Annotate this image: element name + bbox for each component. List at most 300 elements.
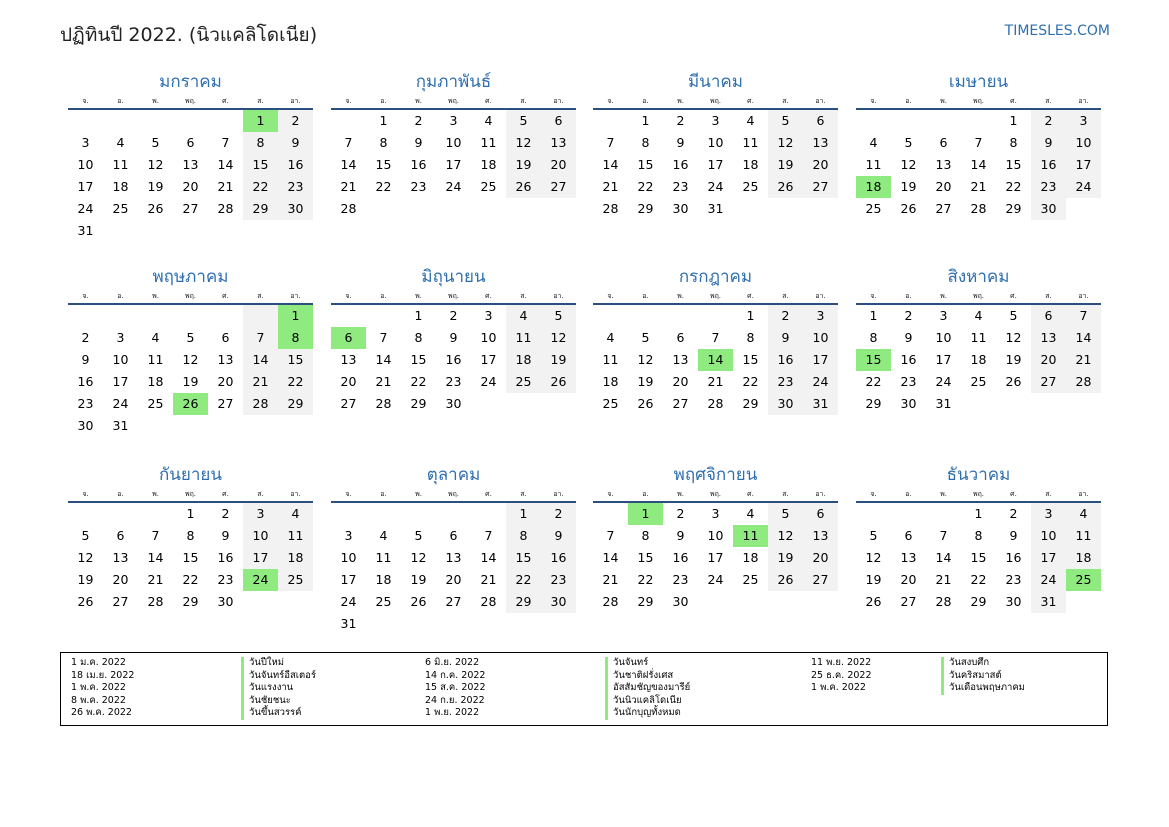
day-cell: 24 [803,371,838,393]
empty-cell [243,305,278,327]
weekday-label: พฤ. [184,97,197,105]
day-cell: 1 [641,113,650,128]
day-cell: 16 [278,154,313,176]
day-cell: 14 [340,157,357,172]
day-cell: 10 [480,330,497,345]
holiday-name: วันจันทร์อีสเตอร์ [241,670,316,683]
weekday-label: ส. [1045,292,1052,300]
day-cell: 24 [480,374,497,389]
day-cell: 11 [480,135,497,150]
holiday-name: วันนิวแคลิโดเนีย [605,695,690,708]
day-cell: 9 [221,528,230,543]
weekday-label: จ. [82,490,89,498]
empty-cell [366,305,401,327]
day-cell: 31 [935,396,952,411]
day-cell: 31 [803,393,838,415]
weekday-label: ส. [520,490,527,498]
day-cell: 17 [935,352,952,367]
holiday-name: วันแรงงาน [241,682,316,695]
month-block [68,70,313,242]
day-cell: 6 [331,327,366,349]
weekday-label: ศ. [222,292,229,300]
day-cell: 31 [340,616,357,631]
day-cell: 24 [707,572,724,587]
day-cell: 15 [410,352,427,367]
day-cell: 7 [379,330,388,345]
day-cell: 31 [77,223,94,238]
weekday-label: อ. [905,490,912,498]
weekday-label: จ. [82,292,89,300]
weekday-label: ศ. [747,292,754,300]
day-cell: 4 [974,308,983,323]
month-name: สิงหาคม [947,267,1010,287]
day-cell: 3 [449,113,458,128]
day-cell: 21 [480,572,497,587]
day-cell: 25 [375,594,392,609]
holiday-date: 1 พ.ค. 2022 [71,682,126,693]
day-cell: 18 [506,349,541,371]
empty-cell [173,110,208,132]
day-cell: 29 [1005,201,1022,216]
month-name: มิถุนายน [421,267,486,287]
empty-cell [891,503,926,525]
day-cell: 4 [151,330,160,345]
day-grid [331,110,576,220]
day-cell: 31 [707,201,724,216]
day-cell: 27 [182,201,199,216]
day-cell: 27 [672,396,689,411]
day-cell: 4 [379,528,388,543]
day-cell: 3 [81,135,90,150]
weekday-label: พ. [940,490,947,498]
day-cell: 18 [278,547,313,569]
empty-cell [103,503,138,525]
day-cell: 8 [869,330,878,345]
day-cell: 7 [606,135,615,150]
empty-cell [593,503,628,525]
day-cell: 24 [112,396,129,411]
holiday-date: 1 พ.ค. 2022 [811,682,866,693]
day-cell: 1 [278,305,313,327]
day-cell: 21 [935,572,952,587]
weekday-label: อา. [1078,97,1089,105]
empty-cell [138,110,173,132]
holiday-date: 11 พ.ย. 2022 [811,657,872,668]
weekday-label: อา. [290,490,301,498]
day-cell: 22 [970,572,987,587]
empty-cell [208,110,243,132]
month-name: กันยายน [158,465,222,485]
day-cell: 22 [182,572,199,587]
day-cell: 25 [1066,569,1101,591]
day-cell: 10 [340,550,357,565]
month-block [593,463,838,613]
day-cell: 23 [410,179,427,194]
day-cell: 27 [340,396,357,411]
empty-cell [593,305,628,327]
day-cell: 17 [707,157,724,172]
day-cell: 9 [81,352,90,367]
empty-cell [68,503,103,525]
day-cell: 9 [1009,528,1018,543]
day-cell: 6 [676,330,685,345]
weekday-label: อา. [815,292,826,300]
day-cell: 23 [768,371,803,393]
day-cell: 15 [375,157,392,172]
day-cell: 3 [939,308,948,323]
weekday-label: อา. [1078,292,1089,300]
weekday-label: พฤ. [972,97,985,105]
day-cell: 18 [1066,547,1101,569]
day-cell: 25 [278,569,313,591]
day-cell: 18 [480,157,497,172]
day-cell: 11 [147,352,164,367]
day-cell: 16 [1005,550,1022,565]
day-cell: 8 [414,330,423,345]
day-cell: 5 [641,330,650,345]
day-cell: 16 [1031,154,1066,176]
weekday-label: อ. [117,292,124,300]
empty-cell [401,503,436,525]
weekday-label: พฤ. [184,292,197,300]
day-cell: 1 [414,308,423,323]
day-cell: 8 [379,135,388,150]
day-cell: 3 [803,305,838,327]
day-cell: 30 [768,393,803,415]
day-cell: 25 [865,201,882,216]
empty-cell [926,110,961,132]
weekday-label: จ. [345,97,352,105]
day-cell: 2 [541,503,576,525]
day-cell: 26 [900,201,917,216]
day-cell: 28 [707,396,724,411]
day-cell: 9 [676,528,685,543]
holiday-col-2-names [605,657,690,720]
day-cell: 31 [112,418,129,433]
weekday-header [856,289,1101,305]
weekday-label: ศ. [222,97,229,105]
day-cell: 30 [900,396,917,411]
holiday-col-1-dates [71,657,134,720]
day-cell: 2 [81,330,90,345]
holiday-name: วันจันทร์ [605,657,690,670]
day-cell: 7 [1066,305,1101,327]
day-cell: 24 [243,569,278,591]
day-cell: 28 [243,393,278,415]
weekday-label: อ. [117,97,124,105]
day-cell: 10 [935,330,952,345]
weekday-label: ส. [257,292,264,300]
day-cell: 14 [1066,327,1101,349]
day-cell: 13 [672,352,689,367]
day-cell: 12 [410,550,427,565]
day-cell: 11 [742,135,759,150]
weekday-label: อา. [290,292,301,300]
day-cell: 1 [1009,113,1018,128]
weekday-label: ส. [257,97,264,105]
day-cell: 6 [803,503,838,525]
day-cell: 26 [77,594,94,609]
weekday-label: จ. [607,97,614,105]
weekday-label: ส. [1045,490,1052,498]
day-cell: 8 [974,528,983,543]
day-cell: 27 [445,594,462,609]
day-cell: 28 [147,594,164,609]
day-cell: 2 [904,308,913,323]
day-cell: 26 [768,176,803,198]
day-cell: 1 [379,113,388,128]
day-cell: 21 [375,374,392,389]
day-cell: 5 [1009,308,1018,323]
day-cell: 29 [243,198,278,220]
holiday-date: 6 มิ.ย. 2022 [425,657,480,668]
day-cell: 30 [672,201,689,216]
day-cell: 26 [768,569,803,591]
day-cell: 5 [414,528,423,543]
weekday-header [331,94,576,110]
day-cell: 5 [151,135,160,150]
day-cell: 4 [869,135,878,150]
day-cell: 13 [803,525,838,547]
day-cell: 23 [900,374,917,389]
weekday-label: ศ. [485,490,492,498]
day-cell: 30 [217,594,234,609]
weekday-header [331,487,576,503]
day-cell: 3 [711,113,720,128]
month-block [593,265,838,415]
weekday-label: อา. [290,97,301,105]
day-cell: 6 [541,110,576,132]
day-cell: 7 [974,135,983,150]
empty-cell [663,305,698,327]
day-cell: 18 [602,374,619,389]
day-cell: 23 [672,572,689,587]
day-cell: 5 [904,135,913,150]
day-cell: 22 [278,371,313,393]
day-cell: 10 [707,528,724,543]
weekday-label: อา. [553,490,564,498]
brand-link[interactable]: TIMESLES.COM [1004,23,1110,39]
weekday-label: พ. [415,292,422,300]
holiday-list [60,652,1108,726]
day-cell: 13 [182,157,199,172]
day-cell: 12 [147,157,164,172]
day-cell: 6 [1031,305,1066,327]
weekday-label: ศ. [1010,97,1017,105]
day-cell: 2 [278,110,313,132]
holiday-date: 8 พ.ค. 2022 [71,694,126,706]
day-cell: 9 [768,327,803,349]
day-cell: 16 [541,547,576,569]
empty-cell [698,305,733,327]
day-cell: 15 [506,547,541,569]
day-cell: 2 [449,308,458,323]
day-cell: 28 [375,396,392,411]
day-cell: 8 [278,327,313,349]
month-block [68,463,313,613]
month-block [331,70,576,220]
holiday-col-3-names [941,657,1025,695]
day-cell: 4 [1066,503,1101,525]
day-cell: 8 [506,525,541,547]
day-cell: 16 [768,349,803,371]
day-cell: 19 [182,374,199,389]
day-cell: 13 [935,157,952,172]
weekday-label: จ. [870,292,877,300]
weekday-label: พ. [677,292,684,300]
day-cell: 10 [1066,132,1101,154]
month-name: กุมภาพันธ์ [415,72,492,92]
day-grid [593,110,838,220]
day-cell: 28 [935,594,952,609]
weekday-label: อ. [642,490,649,498]
day-cell: 27 [541,176,576,198]
day-cell: 16 [672,157,689,172]
weekday-label: ส. [782,490,789,498]
weekday-label: ศ. [747,97,754,105]
day-cell: 20 [803,547,838,569]
day-cell: 13 [1031,327,1066,349]
day-cell: 11 [1066,525,1101,547]
weekday-label: อา. [553,292,564,300]
day-cell: 13 [445,550,462,565]
day-cell: 17 [340,572,357,587]
day-cell: 2 [414,113,423,128]
day-cell: 29 [506,591,541,613]
weekday-label: อา. [1078,490,1089,498]
day-cell: 28 [1066,371,1101,393]
day-cell: 29 [278,393,313,415]
day-cell: 25 [506,371,541,393]
day-cell: 13 [900,550,917,565]
day-cell: 21 [340,179,357,194]
day-cell: 29 [742,396,759,411]
day-cell: 15 [856,349,891,371]
day-cell: 23 [445,374,462,389]
day-cell: 15 [637,157,654,172]
day-cell: 26 [173,393,208,415]
day-cell: 22 [637,179,654,194]
weekday-label: ศ. [485,97,492,105]
day-cell: 19 [768,547,803,569]
day-cell: 12 [541,327,576,349]
holiday-date: 14 ก.ค. 2022 [425,669,486,681]
day-cell: 5 [869,528,878,543]
month-name: มกราคม [159,72,222,92]
month-block [593,70,838,220]
day-cell: 7 [711,330,720,345]
day-cell: 13 [541,132,576,154]
day-cell: 20 [340,374,357,389]
day-cell: 23 [1005,572,1022,587]
day-cell: 21 [602,572,619,587]
day-cell: 21 [243,371,278,393]
weekday-label: อา. [815,490,826,498]
empty-cell [331,503,366,525]
day-cell: 6 [116,528,125,543]
day-cell: 21 [1066,349,1101,371]
day-cell: 13 [803,132,838,154]
day-cell: 1 [746,308,755,323]
weekday-label: ศ. [222,490,229,498]
day-cell: 21 [147,572,164,587]
day-cell: 14 [480,550,497,565]
day-cell: 12 [182,352,199,367]
day-cell: 3 [344,528,353,543]
day-cell: 13 [217,352,234,367]
holiday-name: วันคริสมาสต์ [941,670,1025,683]
day-cell: 5 [81,528,90,543]
day-cell: 11 [278,525,313,547]
day-cell: 6 [449,528,458,543]
day-cell: 16 [410,157,427,172]
day-cell: 19 [900,179,917,194]
day-cell: 4 [278,503,313,525]
day-cell: 8 [641,135,650,150]
day-cell: 26 [637,396,654,411]
day-cell: 13 [112,550,129,565]
day-cell: 25 [970,374,987,389]
day-cell: 11 [970,330,987,345]
day-cell: 9 [1031,132,1066,154]
day-cell: 7 [243,327,278,349]
day-cell: 1 [628,503,663,525]
day-cell: 17 [112,374,129,389]
day-cell: 28 [340,201,357,216]
weekday-label: อ. [380,490,387,498]
day-cell: 4 [606,330,615,345]
day-cell: 17 [707,550,724,565]
day-cell: 24 [445,179,462,194]
day-cell: 3 [484,308,493,323]
day-cell: 16 [672,550,689,565]
empty-cell [891,110,926,132]
day-cell: 27 [217,396,234,411]
day-cell: 21 [217,179,234,194]
holiday-name: วันเดือนพฤษภาคม [941,682,1025,695]
weekday-label: พฤ. [709,97,722,105]
day-cell: 27 [1031,371,1066,393]
day-cell: 10 [445,135,462,150]
day-cell: 4 [506,305,541,327]
day-cell: 17 [1031,547,1066,569]
weekday-label: พฤ. [184,490,197,498]
day-cell: 1 [869,308,878,323]
weekday-label: จ. [345,292,352,300]
day-cell: 19 [506,154,541,176]
weekday-label: พฤ. [709,490,722,498]
weekday-label: พฤ. [447,97,460,105]
weekday-header [593,487,838,503]
weekday-header [593,94,838,110]
weekday-label: พฤ. [972,292,985,300]
day-cell: 14 [217,157,234,172]
day-cell: 20 [1031,349,1066,371]
day-cell: 28 [602,594,619,609]
day-cell: 10 [803,327,838,349]
holiday-name: วันปีใหม่ [241,657,316,670]
day-cell: 24 [1066,176,1101,198]
weekday-label: ส. [520,292,527,300]
day-cell: 7 [606,528,615,543]
day-cell: 7 [484,528,493,543]
day-grid [856,305,1101,415]
weekday-label: ศ. [1010,292,1017,300]
day-cell: 29 [865,396,882,411]
day-cell: 28 [480,594,497,609]
day-cell: 7 [221,135,230,150]
day-cell: 14 [935,550,952,565]
